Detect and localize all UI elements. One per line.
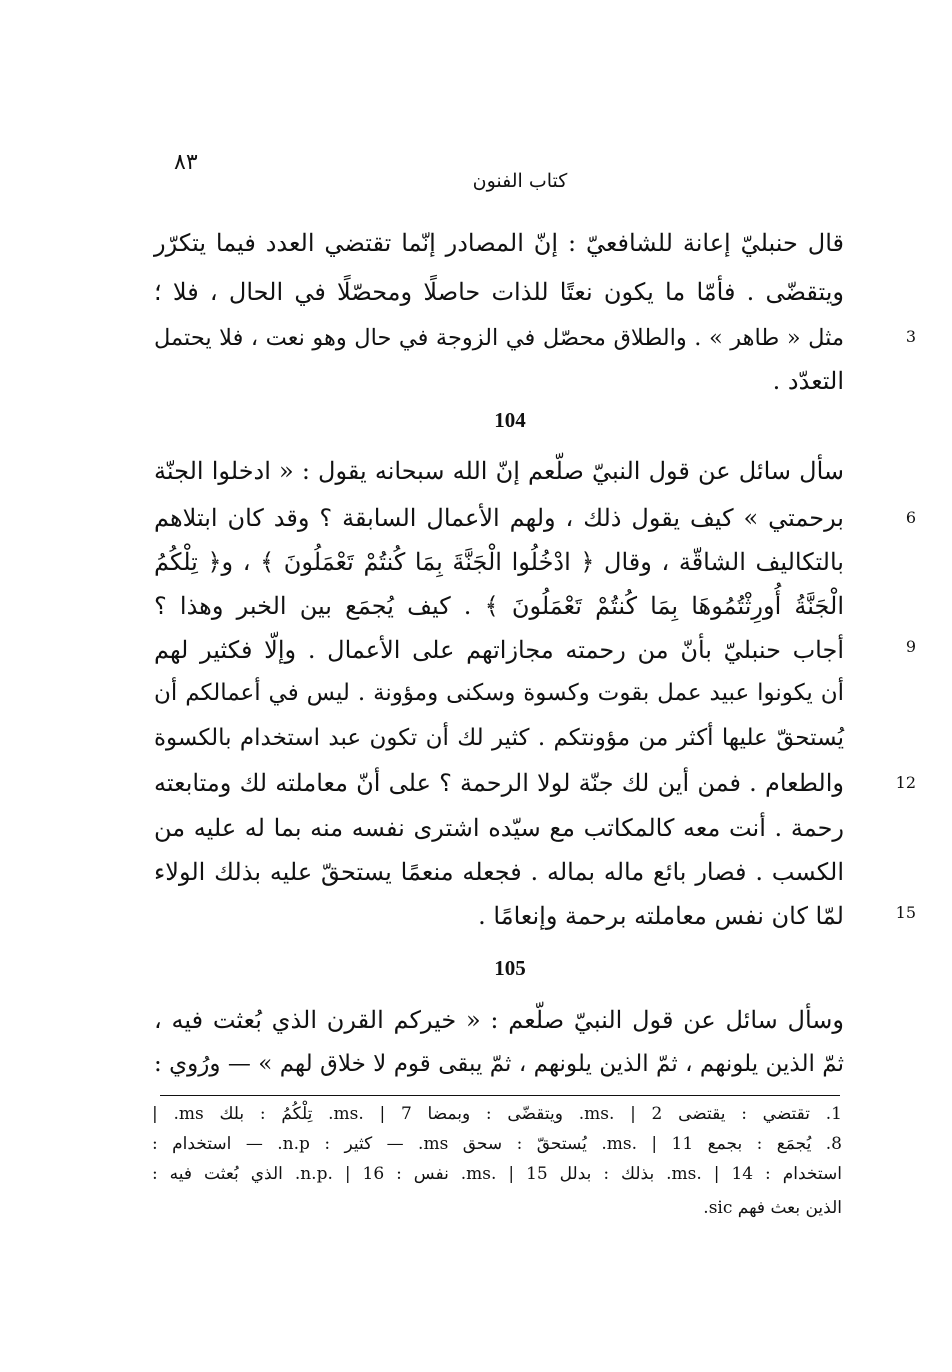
page-number: ٨٣ (174, 150, 198, 175)
text-line: وسأل سائل عن قول النبيّ صلّعم : « خيركم القرن الذي بُعثت فيه ، (154, 1006, 844, 1034)
text-line: برحمتي » كيف يقول ذلك ، ولهم الأعمال السابقة ؟ وقد كان ابتلاهم (154, 504, 844, 532)
footnote-line: الذين بعث فهم sic. (703, 1198, 842, 1218)
text-line: سأل سائل عن قول النبيّ صلّعم إنّ الله سبحانه يقول : « ادخلوا الجنّة (154, 457, 844, 485)
text-line: أن يكونوا عبيد عمل بقوت وكسوة وسكنى ومؤونة . ليس في أعمالكم أن (154, 680, 844, 706)
line-number: 3 (905, 327, 916, 346)
text-line: رحمة . أنت معه كالمكاتب مع سيّده اشترى نفسه منه بما له عليه من (154, 814, 845, 842)
text-line: الْجَنَّةُ أُورِثْتُمُوهَا بِمَا كُنتُمْ تَعْمَلُونَ ﴾ . كيف يُجمَع بين الخبر وهذا ؟ (154, 592, 844, 620)
text-line: الكسب . فصار بائع ماله بماله . فجعله منعمًا يستحقّ عليه بذلك الولاء (154, 858, 844, 886)
text-line: التعدّد . (772, 367, 844, 395)
footnote-line: 1. تقتضي : يقتضى ms. | 2. ويتقضّى : وبمضا ms. | 7. تِلْكُمُ : بلك ms. | (152, 1104, 842, 1124)
text-line: أجاب حنبليّ بأنّ من رحمته مجازاتهم على الأعمال . وإلّا فكثير لهم (154, 636, 844, 664)
footnote-line: استخدام : ms. | 14. بذلك : بدلل ms. | 15. نفس : n.p. | 16. الذي بُعثت فيه : (152, 1164, 842, 1184)
text-line: ويتقضّى . فأمّا ما يكون نعتًا للذات حاصلًا ومحصّلًا في الحال ، فلا ؛ (154, 278, 844, 306)
footnote-rule (160, 1095, 840, 1096)
line-number: 12 (895, 773, 916, 792)
line-number: 9 (905, 637, 916, 656)
section-number: 104 (494, 408, 526, 432)
text-line: مثل « طاهر » . والطلاق محصّل في الزوجة في حال وهو نعت ، فلا يحتمل (154, 325, 844, 351)
text-line: والطعام . فمن أين لك جنّة لولا الرحمة ؟ على أنّ معاملته لك ومتابعته (154, 769, 844, 797)
section-number: 105 (494, 956, 526, 980)
line-number: 6 (905, 508, 916, 527)
text-line: بالتكاليف الشاقّة ، وقال ﴿ ادْخُلُوا الْجَنَّةَ بِمَا كُنتُمْ تَعْمَلُونَ ﴾ ، و﴿ تِلْكُمُ (154, 548, 844, 576)
running-title: كتاب الفنون (472, 170, 568, 192)
text-line: يُستحقّ عليها أكثر من مؤونتكم . كثير لك أن تكون عبد استخدام بالكسوة (154, 725, 844, 751)
text-line: لمّا كان نفس معاملته برحمة وإنعامًا . (478, 902, 844, 930)
line-number: 15 (895, 903, 916, 922)
text-line: ثمّ الذين يلونهم ، ثمّ الذين يلونهم ، ثمّ يبقى قوم لا خلاق لهم » — ورُوي : (154, 1051, 844, 1077)
footnote-line: 8. يُجمَع : بجمع ms. | 11. يُستحقّ : سحق ms. — كثير : n.p. — استخدام : (152, 1134, 842, 1154)
text-line: قال حنبليّ إعانة للشافعيّ : إنّ المصادر إنّما تقتضي العدد فيما يتكرّر (154, 229, 844, 257)
